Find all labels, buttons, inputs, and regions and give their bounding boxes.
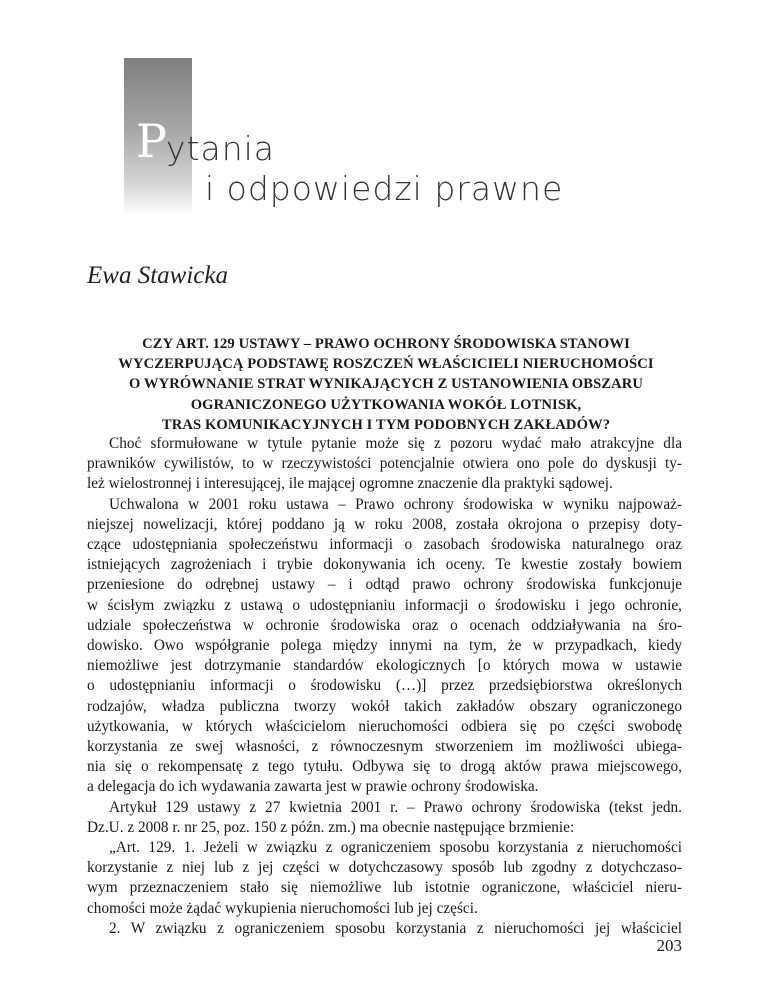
body-line: użytkowania, w których właścicielom nieruchomości odbiera się po części swobodę: [87, 717, 682, 735]
body-line: przeniesione do odrębnej ustawy – i odtąd prawo ochrony środowiska funkcjonuje: [87, 576, 682, 594]
body-line: Artykuł 129 ustawy z 27 kwietnia 2001 r. – Prawo ochrony środowiska (tekst jedn.: [109, 798, 682, 816]
author-name: Ewa Stawicka: [87, 262, 228, 289]
body-line: rodzajów, władza publiczna tworzy wokół takich zakładów obszary ograniczonego: [87, 697, 682, 715]
body-line: „Art. 129. 1. Jeżeli w związku z ograniczeniem sposobu korzystania z nieruchomości: [109, 839, 682, 857]
body-line: a delegacja do ich wydawania zawarta jest w prawie ochrony środowiska.: [87, 778, 539, 796]
section-title-line1: ytania: [166, 129, 275, 168]
body-line: korzystanie z niej lub z jej części w dotychczasowy sposób lub zgodny z dotychczaso-: [87, 859, 682, 877]
body-line: 2. W związku z ograniczeniem sposobu korzystania z nieruchomości jej właściciel: [109, 919, 682, 937]
body-line: prawników cywilistów, to w rzeczywistości potencjalnie otwiera ono pole do dyskusji ty-: [87, 455, 682, 473]
body-line: nia się o rekompensatę z tego tytułu. Odbywa się to drogą aktów prawa miejscowego,: [87, 758, 682, 776]
page-number: 203: [656, 936, 682, 955]
body-line: dowisko. Owo współgranie polega między innymi na tym, że w przypadkach, kiedy: [87, 637, 682, 655]
body-line: w ścisłym związku z ustawą o udostępnianiu informacji o środowisku i jego ochronie,: [87, 596, 682, 614]
question-line: CZY ART. 129 USTAWY – PRAWO OCHRONY ŚRODOWISKA STANOWI: [142, 336, 630, 352]
section-drop-letter: P: [136, 114, 167, 168]
body-line: wym przeznaczeniem stało się niemożliwe lub istotnie ograniczone, właściciel nieru-: [87, 879, 682, 897]
body-line: chomości może żądać wykupienia nieruchomości lub jej części.: [87, 899, 478, 917]
body-line: Dz.U. z 2008 r. nr 25, poz. 150 z późn. zm.) ma obecnie następujące brzmienie:: [87, 818, 575, 836]
body-line: Choć sformułowane w tytule pytanie może się z pozoru wydać mało atrakcyjne dla: [109, 435, 682, 452]
question-line: TRAS KOMUNIKACYJNYCH I TYM PODOBNYCH ZAKŁADÓW?: [161, 416, 611, 433]
body-line: o udostępnianiu informacji o środowisku (…)] przez przedsiębiorstwa określonych: [87, 677, 682, 695]
question-line: OGRANICZONEGO UŻYTKOWANIA WOKÓŁ LOTNISK,: [190, 396, 582, 413]
body-line: niemożliwe jest dotrzymanie standardów ekologicznych [o których mowa w ustawie: [87, 657, 682, 675]
body-line: niejszej nowelizacji, której poddano ją w roku 2008, została okrojona o przepisy doty-: [87, 515, 682, 533]
section-title-line2: i odpowiedzi prawne: [205, 169, 564, 208]
question-heading: [90, 334, 682, 435]
body-line: leż wielostronnej i interesującej, ile mającej ogromne znaczenie dla praktyki sądowej.: [87, 475, 613, 493]
body-line: istniejących zagrożeniach i trybie dokonywania ich oceny. Te kwestie zostały bowiem: [87, 556, 682, 574]
question-line: O WYRÓWNANIE STRAT WYNIKAJĄCYCH Z USTANOWIENIA OBSZARU: [128, 376, 644, 393]
question-line: WYCZERPUJĄCĄ PODSTAWĘ ROSZCZEŃ WŁAŚCICIELI NIERUCHOMOŚCI: [118, 356, 654, 373]
body-line: Uchwalona w 2001 roku ustawa – Prawo ochrony środowiska w wyniku najpoważ-: [109, 495, 682, 513]
body-text: [87, 434, 682, 939]
body-line: korzystania ze swej własności, z równoczesnym stworzeniem im możliwości ubiega-: [87, 738, 682, 756]
body-line: udziale społeczeństwa w ochronie środowiska oraz o ocenach oddziaływania na śro-: [87, 616, 682, 634]
body-line: czące udostępniania społeczeństwu informacji o zasobach środowiska naturalnego oraz: [87, 536, 682, 554]
